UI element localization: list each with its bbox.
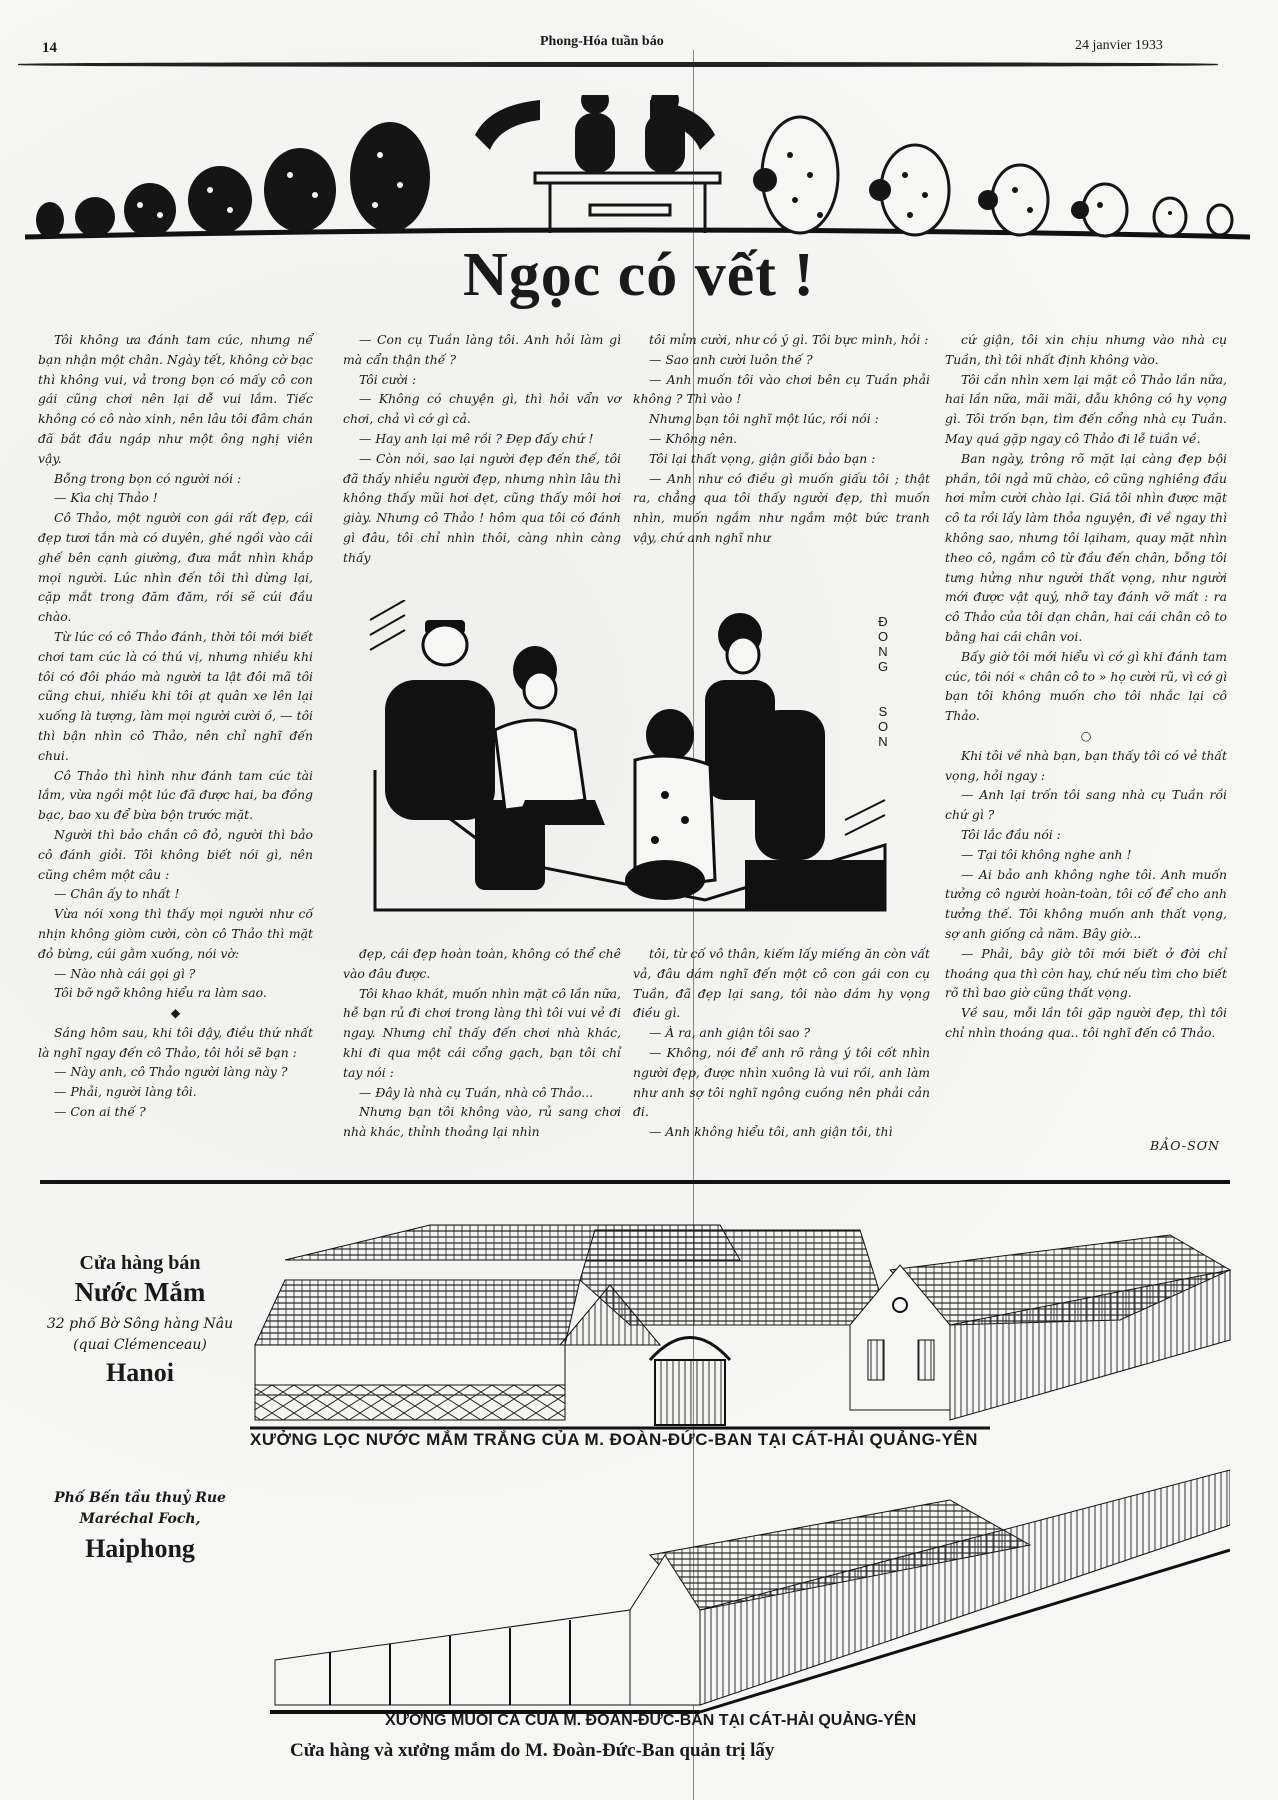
author-signature: BẢO-SƠN — [1150, 1138, 1220, 1153]
factory1-roof-left — [255, 1280, 580, 1345]
paragraph: — Anh lại trốn tôi sang nhà cụ Tuần rồi chứ gì ? — [945, 787, 1227, 823]
paragraph: Khi tôi về nhà bạn, bạn thấy tôi có vẻ thất vọng, hỏi ngay : — [945, 747, 1227, 783]
paragraph: Tôi lại thất vọng, giận giỗi bảo bạn : — [649, 450, 876, 466]
paragraph: Tôi khao khát, muốn nhìn mặt cô lần nữa, hễ bạn rủ đi chơi trong làng thì tôi vui vẻ đi ngay. Nhưng chỉ thấy đến chơi nhà khác, khi đi qua một cái cổng gạch, bạn tôi chỉ tay nói : — [343, 985, 621, 1080]
banner-seated-men — [575, 95, 685, 173]
paragraph: — Không, nói để anh rõ rằng ý tôi cốt nhìn người đẹp, được nhìn xuông là vui rồi, anh làm như anh sợ tôi nghĩ ngông cuồng nên phải cản đi. — [633, 1044, 930, 1120]
illustration-woman-back — [625, 709, 715, 900]
paragraph: — À ra, anh giận tôi sao ? — [649, 1025, 811, 1041]
paragraph: Ban ngày, trông rõ mặt lại càng đẹp bội phần, tôi ngả mũ chào, cô cũng nghiêng đầu hơi mỉm cười chào lại. Giá tôi nhìn được mặt cô ta rồi lấy làm thỏa nguyện, đi về ngay thì không sao, nhưng tôi lạiham, quay mặt nhìn theo cô, ngắm cô từ đầu đến chân, bỗng tôi tưng hửng như người thất vọng, như người mới được vật quý, nhỡ tay đánh vỡ mất : ra cô Thảo của tôi dạn chân, hai cái chân cô to bằng hai cái chân voi. — [945, 450, 1227, 644]
paragraph: Tôi cần nhìn xem lại mặt cô Thảo lần nữa, hai lần nữa, mãi mãi, dẫu không có hy vọng gì. Tôi trốn bạn, tìm đến cổng nhà cụ Tuần. May quá gặp ngay cô Thảo đi lễ tuần về. — [945, 371, 1227, 446]
ad-address-haiphong: Phố Bến tầu thuỷ Rue Maréchal Foch, — [54, 1490, 226, 1527]
paragraph: Cô Thảo thì hình như đánh tam cúc tài lắm, vừa ngồi một lúc đã được hai, ba đồng bạc, bao xu để bừa bộn trước mặt. — [38, 767, 313, 823]
illustration-mat-dark — [745, 860, 885, 910]
paragraph: — Sao anh cười luôn thế ? — [649, 351, 813, 367]
ad-city-hanoi: Hanoi — [106, 1358, 174, 1387]
paragraph: Bỗng trong bọn có người nói : — [54, 470, 242, 486]
article-column-3-bottom — [633, 944, 930, 1142]
factory1-gate-arch — [650, 1338, 730, 1361]
banner-table — [535, 173, 720, 233]
paragraph: — Ai bảo anh không nghe tôi. Anh muốn tưởng cô người hoàn-toàn, tôi cố để cho anh tưởng thế. Tôi không muốn anh thất vọng, sợ anh giống cả năm. Bây giờ... — [945, 866, 1227, 941]
banner-illustration — [20, 95, 1250, 245]
paragraph: tôi mỉm cười, như có ý gì. Tôi bực mình, hỏi : — [649, 332, 929, 347]
banner-figures-right — [762, 117, 1232, 236]
paragraph: Tôi bỡ ngỡ không hiểu ra làm sao. — [54, 985, 267, 1001]
paragraph: tôi, từ cố vô thân, kiếm lấy miếng ăn còn vất vả, đâu dám nghĩ đến một cô con gái con cụ Tuần, đã đẹp lại sang, tôi nào dám hy vọng điều gì. — [633, 946, 930, 1021]
article-column-2-top — [343, 330, 621, 568]
paragraph: — Anh như có điều gì muốn giấu tôi ; thật ra, chẳng qua tôi thấy người đẹp, thì muốn nhìn, muốn ngắm như ngắm một bức tranh vậy, chứ anh nghĩ như — [633, 470, 930, 545]
paragraph: cứ giận, tôi xin chịu nhưng vào nhà cụ Tuần, thì tôi nhất định không vào. — [945, 332, 1227, 367]
publication-name: Phong-Hóa tuần báo — [540, 34, 664, 49]
paragraph: đẹp, cái đẹp hoàn toàn, không có thể chê vào đâu được. — [343, 946, 621, 981]
paragraph: Từ lúc có cô Thảo đánh, thời tôi mới biết chơi tam cúc là có thú vị, nhưng nhiều khi tôi có đôi pháo mà người ta lật đôi mã tôi cũng chui, nhiều khi tôi ạt quân xe lên lại xuống là tượng, làm mọi người cười ồ, — tôi thì bận nhìn cô Thảo, nên chỉ nghĩ đến chui. — [38, 628, 313, 763]
factory-drawing-2 — [270, 1460, 1230, 1720]
paragraph: — Con cụ Tuần làng tôi. Anh hỏi làm gì mà cẩn thận thế ? — [343, 332, 621, 367]
paragraph: Nhưng bạn tôi không vào, rủ sang chơi nhà khác, thỉnh thoảng lại nhìn — [343, 1104, 621, 1140]
paragraph: — Nào nhà cái gọi gì ? — [54, 965, 196, 981]
section-rule — [40, 1180, 1230, 1184]
issue-date: 24 janvier 1933 — [1075, 38, 1163, 53]
paragraph: Tôi lắc đầu nói : — [961, 826, 1061, 842]
paragraph: Bấy giờ tôi mới hiểu vì cớ gì khi đánh tam cúc, tôi nói « chân cô to » họ cười rũ, vì cớ gì bạn tôi không muốn cho tôi nhắc lại cô Thảo. — [945, 648, 1227, 724]
paragraph: — Không nên. — [649, 430, 738, 446]
banner-figures-left — [36, 100, 715, 238]
paragraph: — Tại tôi không nghe anh ! — [961, 846, 1132, 862]
paragraph: Người thì bảo chắn cô đỏ, người thì bảo cô đánh giỏi. Tôi không biết nói gì, nên cũng chêm một câu : — [38, 826, 313, 882]
paragraph: — Anh không hiểu tôi, anh giận tôi, thì — [649, 1124, 893, 1140]
article-column-3-top — [633, 330, 930, 548]
paragraph: — Không có chuyện gì, thì hỏi vẩn vơ chơi, chả vì cớ gì cả. — [343, 391, 621, 427]
ad-shop-heading: Cửa hàng bán — [79, 1252, 201, 1274]
factory-drawing-1 — [250, 1210, 1240, 1430]
card-players-illustration — [365, 600, 895, 920]
paragraph: Tôi cười : — [359, 371, 417, 387]
paragraph: — Con ai thế ? — [54, 1104, 146, 1120]
paragraph: — Kìa chị Thảo ! — [54, 490, 158, 506]
illustrator-signature: Đ O N G S O N — [877, 614, 889, 749]
paragraph: Cô Thảo, một người con gái rất đẹp, cái đẹp tươi tắn mà có duyên, ghé ngồi vào cái ghế bên cạnh giường, đưa mắt nhìn khắp mọi người. Lúc nhìn đến tôi thì dừng lại, cặp mắt trong đăm đăm, rồi sẽ cúi đầu chào. — [38, 510, 313, 625]
paragraph: — Này anh, cô Thảo người làng này ? — [54, 1064, 288, 1080]
section-divider-circle: ○ — [1080, 727, 1092, 743]
ad-product-name: Nước Mắm — [74, 1277, 206, 1307]
paragraph: Vừa nói xong thì thấy mọi người như cố nhịn không giòm cười, còn cô Thảo thì mặt đỏ bừng, cúi gằm xuống, nói vờ: — [38, 906, 313, 961]
article-column-1 — [38, 330, 313, 1122]
paragraph: — Anh muốn tôi vào chơi bên cụ Tuần phải không ? Thì vào ! — [633, 371, 930, 407]
article-title: Ngọc có vết ! — [462, 241, 816, 309]
advertisement-text — [40, 1252, 240, 1564]
paragraph: — Hay anh lại mê rồi ? Đẹp đấy chứ ! — [359, 430, 594, 446]
paragraph: — Phải, bây giờ tôi mới biết ở đời chỉ thoáng qua thì còn hay, chứ nếu tìm cho biết rõ thì bao giờ cũng thất vọng. — [945, 945, 1227, 1001]
paragraph: — Chân ấy to nhất ! — [54, 886, 180, 902]
ad-address-hanoi: 32 phố Bờ Sông hàng Nâu (quai Clémenceau) — [46, 1316, 234, 1353]
header-rule — [18, 62, 1218, 67]
paragraph: Tôi không ưa đánh tam cúc, nhưng nể bạn nhận một chân. Ngày tết, không cờ bạc thì không vui, vả trong bọn có mấy cô con gái cũng chơi nên lại dễ vui lắm. Tiếc không có cô nào xinh, nên lâu tôi đâm chán đã bắt đầu ngáp như một ông nghị viên vậy. — [38, 332, 313, 466]
paragraph: — Đây là nhà cụ Tuần, nhà cô Thảo... — [359, 1084, 594, 1100]
article-column-2-bottom — [343, 944, 621, 1142]
factory1-stone-base — [255, 1385, 565, 1420]
advertisement-footer: Cửa hàng và xưởng mắm do M. Đoàn-Đức-Ban quản trị lấy — [290, 1740, 775, 1761]
paragraph: Nhưng bạn tôi nghĩ một lúc, rồi nói : — [649, 411, 879, 427]
illustration-woman-right — [705, 613, 825, 860]
factory2-fence — [275, 1610, 630, 1705]
article-column-4 — [945, 330, 1227, 1043]
page-number: 14 — [42, 40, 57, 56]
paragraph: — Còn nói, sao lại người đẹp đến thế, tôi đã thấy nhiều người đẹp, nhưng nhìn lâu thì không thấy mũi hơi dẹt, cũng thấy môi hơi giày. Nhưng cô Thảo ! hôm qua tôi có đánh gì đâu, tôi chỉ nhìn thôi, càng nhìn càng thấy — [343, 450, 621, 565]
page-header — [20, 34, 1220, 74]
factory1-caption: XƯỞNG LỌC NƯỚC MẮM TRẮNG CỦA M. ĐOÀN-ĐỨC-BAN TẠI CÁT-HẢI QUẢNG-YÊN — [250, 1430, 978, 1449]
ad-city-haiphong: Haiphong — [85, 1534, 195, 1563]
factory1-gate — [655, 1360, 725, 1425]
factory2-caption: XƯỞNG MUỐI CÁ CỦA M. ĐOÀN-ĐỨC-BAN TẠI CÁT-HẢI QUẢNG-YÊN — [385, 1712, 917, 1729]
paragraph: Sáng hôm sau, khi tôi dậy, điều thứ nhất là nghĩ ngay đến cô Thảo, tôi hỏi sẽ bạn : — [38, 1024, 313, 1060]
paragraph: Về sau, mỗi lần tôi gặp người đẹp, thì tôi chỉ nhìn thoáng qua.. tôi nghĩ đến cô Thảo. — [945, 1005, 1227, 1040]
paragraph: — Phải, người làng tôi. — [54, 1084, 197, 1100]
section-divider-diamond: ◆ — [170, 1005, 181, 1021]
illustration-woman-center-left — [495, 646, 605, 825]
